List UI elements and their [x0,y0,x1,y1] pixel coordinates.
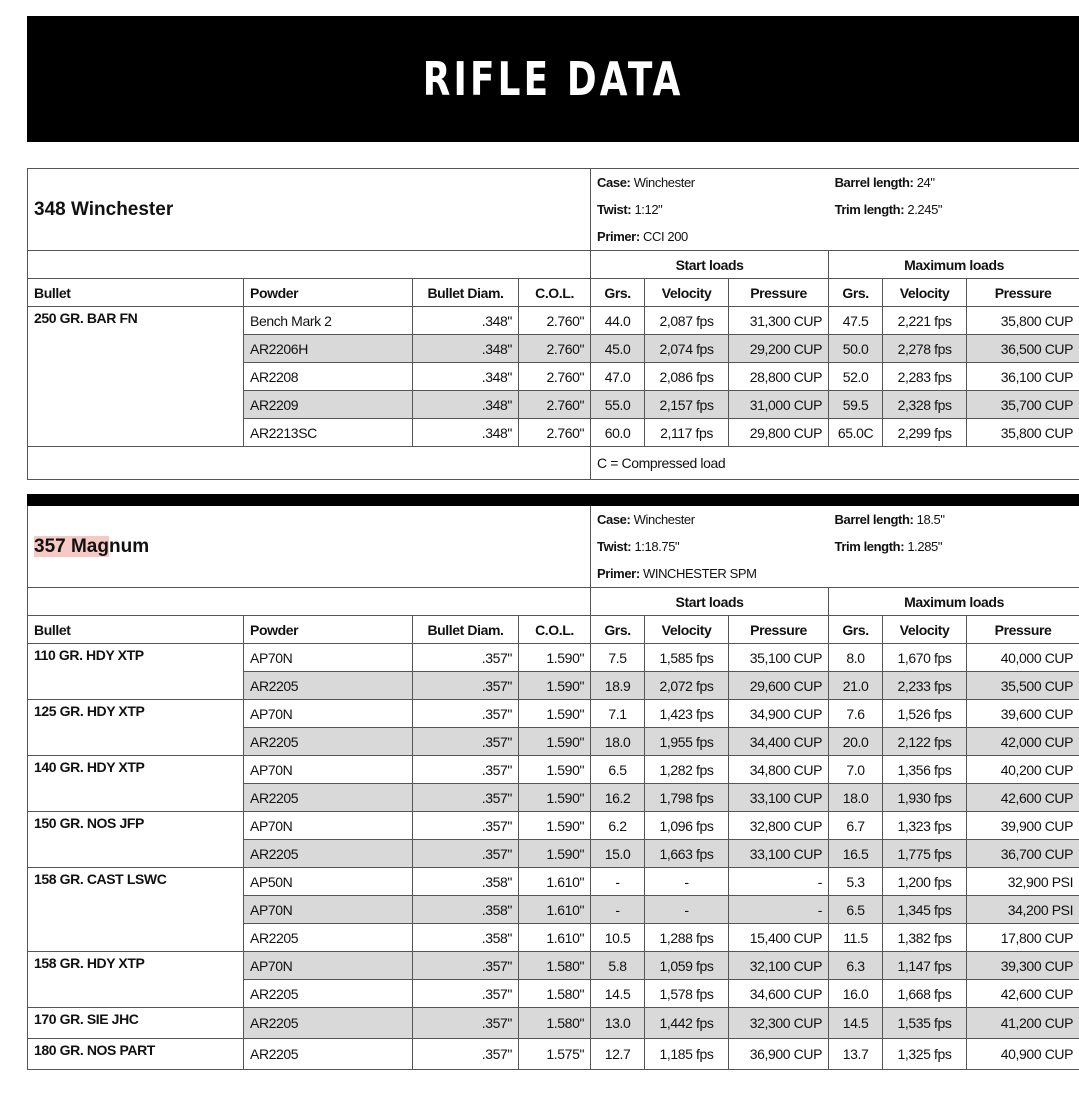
cell-mg: 50.0 [829,335,883,363]
cell-diam: .357" [413,980,519,1008]
cell-powder: AP70N [244,812,413,840]
cell-col: 2.760" [519,363,591,391]
cell-sp: - [729,868,829,896]
cell-sv: 1,442 fps [645,1008,729,1039]
cell-sp: 31,300 CUP [729,307,829,335]
cell-mv: 2,328 fps [883,391,967,419]
cell-sg: 7.1 [591,700,645,728]
cell-mg: 52.0 [829,363,883,391]
cell-powder: AR2205 [244,784,413,812]
cell-sp: 28,800 CUP [729,363,829,391]
column-header-row [28,616,1079,644]
cell-sv: 1,282 fps [645,756,729,784]
cell-col: 1.610" [519,896,591,924]
cell-powder: AP70N [244,952,413,980]
cell-sv: 1,955 fps [645,728,729,756]
cell-mp: 40,200 CUP [967,756,1079,784]
cell-mg: 7.0 [829,756,883,784]
cell-mv: 1,535 fps [883,1008,967,1039]
cell-mp: 32,900 PSI [967,868,1079,896]
cell-mp: 35,700 CUP [967,391,1079,419]
trim-length-value: 2.245" [907,202,943,217]
cartridge-specs-right: Barrel length: 24" Trim length: 2.245" [829,169,1079,251]
cell-sp: 36,900 CUP [729,1039,829,1070]
cell-col: 1.590" [519,756,591,784]
barrel-length-value: 18.5" [916,512,945,527]
table-row [28,700,1079,728]
compressed-load-note: C = Compressed load [591,447,1079,480]
cell-mp: 17,800 CUP [967,924,1079,952]
cell-diam: .357" [413,700,519,728]
cell-mv: 1,323 fps [883,812,967,840]
cartridge-specs-right: Barrel length: 18.5" Trim length: 1.285" [829,506,1079,588]
cell-mp: 39,300 CUP [967,952,1079,980]
cell-col: 2.760" [519,307,591,335]
cell-sg: 16.2 [591,784,645,812]
col-max-pressure: Pressure [967,616,1079,644]
cell-diam: .357" [413,952,519,980]
cell-mg: 6.3 [829,952,883,980]
col-start-velocity: Velocity [645,616,729,644]
col-col: C.O.L. [519,616,591,644]
cell-sg: - [591,868,645,896]
cell-col: 1.575" [519,1039,591,1070]
cell-sv: 1,096 fps [645,812,729,840]
col-start-grs: Grs. [591,279,645,307]
cell-sv: 2,072 fps [645,672,729,700]
cell-mp: 35,800 CUP [967,419,1079,447]
table-row [28,812,1079,840]
cell-sp: 32,800 CUP [729,812,829,840]
cell-mg: 6.7 [829,812,883,840]
trim-length-value: 1.285" [907,539,943,554]
cell-col: 1.590" [519,840,591,868]
cartridge-title: 348 Winchester [28,169,591,251]
cell-sg: 7.5 [591,644,645,672]
twist-value: 1:12" [634,202,663,217]
cell-powder: AR2208 [244,363,413,391]
cell-mp: 35,500 CUP [967,672,1079,700]
cell-sp: 34,400 CUP [729,728,829,756]
highlighted-text: 357 Mag [34,535,109,557]
column-header-row [28,279,1079,307]
cell-sv: 1,059 fps [645,952,729,980]
cell-mv: 2,122 fps [883,728,967,756]
cell-mg: 59.5 [829,391,883,419]
cell-mv: 1,382 fps [883,924,967,952]
cell-mv: 1,147 fps [883,952,967,980]
cell-mv: 2,221 fps [883,307,967,335]
cell-mp: 36,100 CUP [967,363,1079,391]
table-row [28,952,1079,980]
cell-mg: 13.7 [829,1039,883,1070]
cell-col: 2.760" [519,335,591,363]
col-max-velocity: Velocity [883,279,967,307]
cell-sp: 32,100 CUP [729,952,829,980]
cell-mv: 2,283 fps [883,363,967,391]
cell-sv: 2,157 fps [645,391,729,419]
cell-mv: 1,325 fps [883,1039,967,1070]
table-row [28,644,1079,672]
cell-diam: .348" [413,419,519,447]
cell-mv: 1,930 fps [883,784,967,812]
cell-sp: 29,800 CUP [729,419,829,447]
cartridge-table-357-magnum [27,506,1079,1070]
cell-sv: - [645,896,729,924]
cell-powder: AR2206H [244,335,413,363]
cartridge-table-348-winchester [27,168,1079,480]
bullet-name: 125 GR. HDY XTP [28,700,244,756]
cell-sp: 29,200 CUP [729,335,829,363]
cell-col: 1.610" [519,924,591,952]
bullet-name: 150 GR. NOS JFP [28,812,244,868]
cell-sv: - [645,868,729,896]
bullet-name: 170 GR. SIE JHC [28,1008,244,1039]
cell-mv: 1,670 fps [883,644,967,672]
cell-powder: AR2205 [244,924,413,952]
start-loads-header: Start loads [591,588,829,616]
cell-sv: 1,423 fps [645,700,729,728]
bullet-name: 158 GR. CAST LSWC [28,868,244,952]
cell-mg: 5.3 [829,868,883,896]
col-max-grs: Grs. [829,279,883,307]
cell-mg: 65.0C [829,419,883,447]
cell-mp: 40,000 CUP [967,644,1079,672]
cell-col: 2.760" [519,419,591,447]
cell-diam: .358" [413,896,519,924]
cell-mp: 34,200 PSI [967,896,1079,924]
cell-sv: 1,663 fps [645,840,729,868]
cell-col: 1.580" [519,952,591,980]
cell-mv: 1,356 fps [883,756,967,784]
cell-powder: AR2209 [244,391,413,419]
maximum-loads-header: Maximum loads [829,588,1079,616]
cartridge-specs-left: Case: Winchester Twist: 1:12" Primer: CCI 200 [591,169,829,251]
cell-col: 1.590" [519,728,591,756]
bullet-name: 180 GR. NOS PART [28,1039,244,1070]
cell-mv: 1,668 fps [883,980,967,1008]
cell-sg: 55.0 [591,391,645,419]
cell-sg: 15.0 [591,840,645,868]
cell-diam: .348" [413,307,519,335]
cell-diam: .348" [413,363,519,391]
cell-powder: AR2205 [244,672,413,700]
cell-sg: 18.0 [591,728,645,756]
cell-powder: AP70N [244,700,413,728]
cell-col: 1.590" [519,644,591,672]
table-row [28,1039,1079,1070]
cell-powder: AP70N [244,644,413,672]
cell-sv: 1,578 fps [645,980,729,1008]
col-max-grs: Grs. [829,616,883,644]
cell-sp: 35,100 CUP [729,644,829,672]
cell-mg: 18.0 [829,784,883,812]
page-title: RIFLE DATA [422,52,684,106]
cell-sp: 33,100 CUP [729,784,829,812]
cell-mg: 14.5 [829,1008,883,1039]
cell-powder: Bench Mark 2 [244,307,413,335]
cell-sv: 2,117 fps [645,419,729,447]
cell-diam: .358" [413,868,519,896]
col-start-pressure: Pressure [729,279,829,307]
cell-powder: AP70N [244,896,413,924]
col-powder: Powder [244,279,413,307]
cell-sv: 1,798 fps [645,784,729,812]
load-group-header [28,251,1079,279]
case-value: Winchester [633,175,695,190]
cell-sg: 10.5 [591,924,645,952]
table-row [28,868,1079,896]
cell-sg: 6.5 [591,756,645,784]
cell-diam: .357" [413,728,519,756]
cell-diam: .357" [413,812,519,840]
table-row [28,756,1079,784]
cell-mp: 35,800 CUP [967,307,1079,335]
cell-col: 1.590" [519,784,591,812]
cell-sp: 34,900 CUP [729,700,829,728]
twist-value: 1:18.75" [634,539,680,554]
cell-mg: 8.0 [829,644,883,672]
cell-sg: 45.0 [591,335,645,363]
cell-col: 1.590" [519,672,591,700]
cell-mg: 11.5 [829,924,883,952]
cell-diam: .357" [413,1008,519,1039]
cell-sv: 2,086 fps [645,363,729,391]
cell-diam: .357" [413,756,519,784]
cell-mp: 42,600 CUP [967,784,1079,812]
cell-mg: 47.5 [829,307,883,335]
bullet-name: 250 GR. BAR FN [28,307,244,447]
cell-sp: 31,000 CUP [729,391,829,419]
cell-diam: .357" [413,672,519,700]
cell-sv: 1,288 fps [645,924,729,952]
maximum-loads-header: Maximum loads [829,251,1079,279]
cell-diam: .358" [413,924,519,952]
cell-diam: .357" [413,784,519,812]
cell-powder: AR2205 [244,1008,413,1039]
cell-sp: 15,400 CUP [729,924,829,952]
col-max-pressure: Pressure [967,279,1079,307]
cell-mv: 2,233 fps [883,672,967,700]
col-bullet-diam: Bullet Diam. [413,616,519,644]
cell-mg: 16.0 [829,980,883,1008]
cell-diam: .357" [413,644,519,672]
cell-mg: 16.5 [829,840,883,868]
cell-sg: 47.0 [591,363,645,391]
cell-powder: AR2205 [244,1039,413,1070]
section-divider [27,494,1079,506]
cell-mg: 7.6 [829,700,883,728]
cell-col: 1.590" [519,700,591,728]
col-bullet: Bullet [28,279,244,307]
col-powder: Powder [244,616,413,644]
cell-mv: 1,345 fps [883,896,967,924]
cell-col: 1.580" [519,980,591,1008]
cell-col: 1.580" [519,1008,591,1039]
cell-sg: 18.9 [591,672,645,700]
cell-mv: 2,278 fps [883,335,967,363]
case-value: Winchester [633,512,695,527]
col-start-velocity: Velocity [645,279,729,307]
primer-value: WINCHESTER SPM [642,566,757,581]
cell-mv: 2,299 fps [883,419,967,447]
cell-mp: 42,600 CUP [967,980,1079,1008]
cell-diam: .348" [413,335,519,363]
load-group-header [28,588,1079,616]
cell-sp: 34,600 CUP [729,980,829,1008]
cell-sp: 34,800 CUP [729,756,829,784]
cell-mp: 39,900 CUP [967,812,1079,840]
cell-col: 2.760" [519,391,591,419]
cell-sg: 13.0 [591,1008,645,1039]
cell-mp: 36,700 CUP [967,840,1079,868]
cell-sv: 2,074 fps [645,335,729,363]
col-start-pressure: Pressure [729,616,829,644]
bullet-name: 110 GR. HDY XTP [28,644,244,700]
cell-mp: 36,500 CUP [967,335,1079,363]
cell-mp: 40,900 CUP [967,1039,1079,1070]
cartridge-specs-left: Case: Winchester Twist: 1:18.75" Primer: WINCHESTER SPM [591,506,829,588]
cartridge-title: 357 Magnum [28,506,591,588]
cell-sp: - [729,896,829,924]
cell-mp: 41,200 CUP [967,1008,1079,1039]
cell-sg: 60.0 [591,419,645,447]
table-row [28,307,1079,335]
table-row [28,1008,1079,1039]
bullet-name: 158 GR. HDY XTP [28,952,244,1008]
page-banner [27,16,1079,142]
col-bullet-diam: Bullet Diam. [413,279,519,307]
cell-sp: 32,300 CUP [729,1008,829,1039]
start-loads-header: Start loads [591,251,829,279]
cell-mg: 6.5 [829,896,883,924]
cell-col: 1.590" [519,812,591,840]
cell-mv: 1,526 fps [883,700,967,728]
cell-sg: - [591,896,645,924]
cell-mv: 1,200 fps [883,868,967,896]
col-bullet: Bullet [28,616,244,644]
cell-diam: .348" [413,391,519,419]
barrel-length-value: 24" [916,175,935,190]
primer-value: CCI 200 [643,229,688,244]
cell-sg: 14.5 [591,980,645,1008]
cell-powder: AR2205 [244,980,413,1008]
cell-diam: .357" [413,1039,519,1070]
cell-powder: AP50N [244,868,413,896]
cell-sv: 1,585 fps [645,644,729,672]
cell-sg: 12.7 [591,1039,645,1070]
cell-sg: 44.0 [591,307,645,335]
cell-mv: 1,775 fps [883,840,967,868]
cell-powder: AR2213SC [244,419,413,447]
cell-sg: 5.8 [591,952,645,980]
cell-powder: AR2205 [244,840,413,868]
cell-sp: 29,600 CUP [729,672,829,700]
cell-col: 1.610" [519,868,591,896]
col-start-grs: Grs. [591,616,645,644]
cell-sg: 6.2 [591,812,645,840]
cell-mg: 20.0 [829,728,883,756]
bullet-name: 140 GR. HDY XTP [28,756,244,812]
cell-sv: 1,185 fps [645,1039,729,1070]
cell-sv: 2,087 fps [645,307,729,335]
cell-mp: 42,000 CUP [967,728,1079,756]
col-max-velocity: Velocity [883,616,967,644]
col-col: C.O.L. [519,279,591,307]
cell-diam: .357" [413,840,519,868]
note-row [28,447,1079,480]
cell-sp: 33,100 CUP [729,840,829,868]
cell-powder: AP70N [244,756,413,784]
cell-mg: 21.0 [829,672,883,700]
cell-powder: AR2205 [244,728,413,756]
cell-mp: 39,600 CUP [967,700,1079,728]
